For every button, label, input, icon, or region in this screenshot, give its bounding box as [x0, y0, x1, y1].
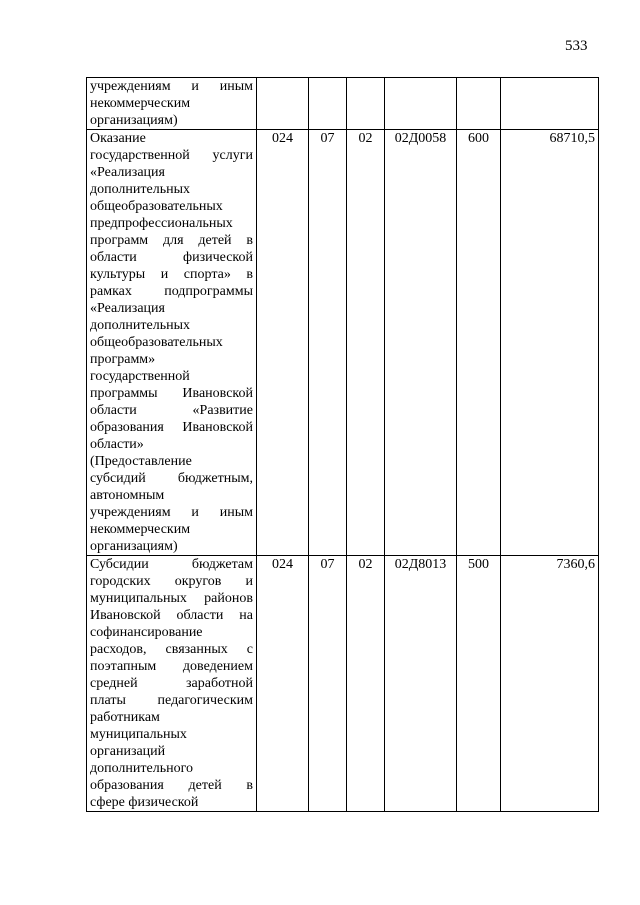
target-article-cell — [385, 78, 457, 130]
description-line: программ» — [90, 352, 156, 367]
section-code-cell: 07 — [309, 130, 347, 556]
description-line: софинансирование — [90, 625, 203, 640]
description-line: образования Ивановской — [90, 420, 253, 435]
description-line: «Реализация — [90, 165, 165, 180]
budget-table — [86, 77, 599, 812]
description-line: организациям) — [90, 539, 178, 554]
description-line: организациям) — [90, 113, 178, 128]
description-line: государственной — [90, 369, 190, 384]
description-line: поэтапным доведением — [90, 659, 253, 674]
description-line: муниципальных — [90, 727, 187, 742]
description-line: области «Развитие — [90, 403, 253, 418]
description-line: (Предоставление — [90, 454, 192, 469]
expense-type-cell: 600 — [457, 130, 501, 556]
description-cell — [87, 130, 257, 556]
description-line: рамках подпрограммы — [90, 284, 253, 299]
description-line: дополнительных — [90, 318, 191, 333]
description-cell — [87, 78, 257, 130]
description-line: средней заработной — [90, 676, 253, 691]
target-article-cell: 02Д0058 — [385, 130, 457, 556]
description-line: Субсидии бюджетам — [90, 557, 253, 572]
section-code-cell — [309, 78, 347, 130]
description-line: платы педагогическим — [90, 693, 253, 708]
amount-cell: 68710,5 — [501, 130, 599, 556]
description-line: области физической — [90, 250, 253, 265]
expense-type-cell: 500 — [457, 556, 501, 812]
description-line: общеобразовательных — [90, 199, 223, 214]
description-line: работникам — [90, 710, 160, 725]
description-line: учреждениям и иным — [90, 505, 253, 520]
subsection-code-cell — [347, 78, 385, 130]
description-line: расходов, связанных с — [90, 642, 253, 657]
description-line: дополнительных — [90, 182, 191, 197]
ministry-code-cell — [257, 78, 309, 130]
description-line: некоммерческим — [90, 522, 191, 537]
description-line: государственной услуги — [90, 148, 253, 163]
section-code-cell: 07 — [309, 556, 347, 812]
description-line: «Реализация — [90, 301, 165, 316]
description-line: предпрофессиональных — [90, 216, 233, 231]
ministry-code-cell: 024 — [257, 556, 309, 812]
expense-type-cell — [457, 78, 501, 130]
table-row — [87, 130, 599, 556]
ministry-code-cell: 024 — [257, 130, 309, 556]
description-line: городских округов и — [90, 574, 253, 589]
description-line: программы Ивановской — [90, 386, 253, 401]
description-line: организаций — [90, 744, 166, 759]
description-line: сфере физической — [90, 795, 199, 810]
table-row — [87, 78, 599, 130]
description-cell — [87, 556, 257, 812]
description-line: культуры и спорта» в — [90, 267, 253, 282]
subsection-code-cell: 02 — [347, 130, 385, 556]
amount-cell: 7360,6 — [501, 556, 599, 812]
table-row — [87, 556, 599, 812]
description-line: субсидий бюджетным, — [90, 471, 253, 486]
target-article-cell: 02Д8013 — [385, 556, 457, 812]
description-line: Оказание — [90, 131, 146, 146]
description-line: общеобразовательных — [90, 335, 223, 350]
page-number: 533 — [565, 38, 588, 54]
description-line: учреждениям и иным — [90, 79, 253, 94]
amount-cell — [501, 78, 599, 130]
description-line: муниципальных районов — [90, 591, 253, 606]
description-line: образования детей в — [90, 778, 253, 793]
table-body — [87, 78, 599, 812]
description-line: области» — [90, 437, 144, 452]
description-line: автономным — [90, 488, 165, 503]
description-line: дополнительного — [90, 761, 193, 776]
description-line: программ для детей в — [90, 233, 253, 248]
description-line: некоммерческим — [90, 96, 191, 111]
description-line: Ивановской области на — [90, 608, 253, 623]
subsection-code-cell: 02 — [347, 556, 385, 812]
